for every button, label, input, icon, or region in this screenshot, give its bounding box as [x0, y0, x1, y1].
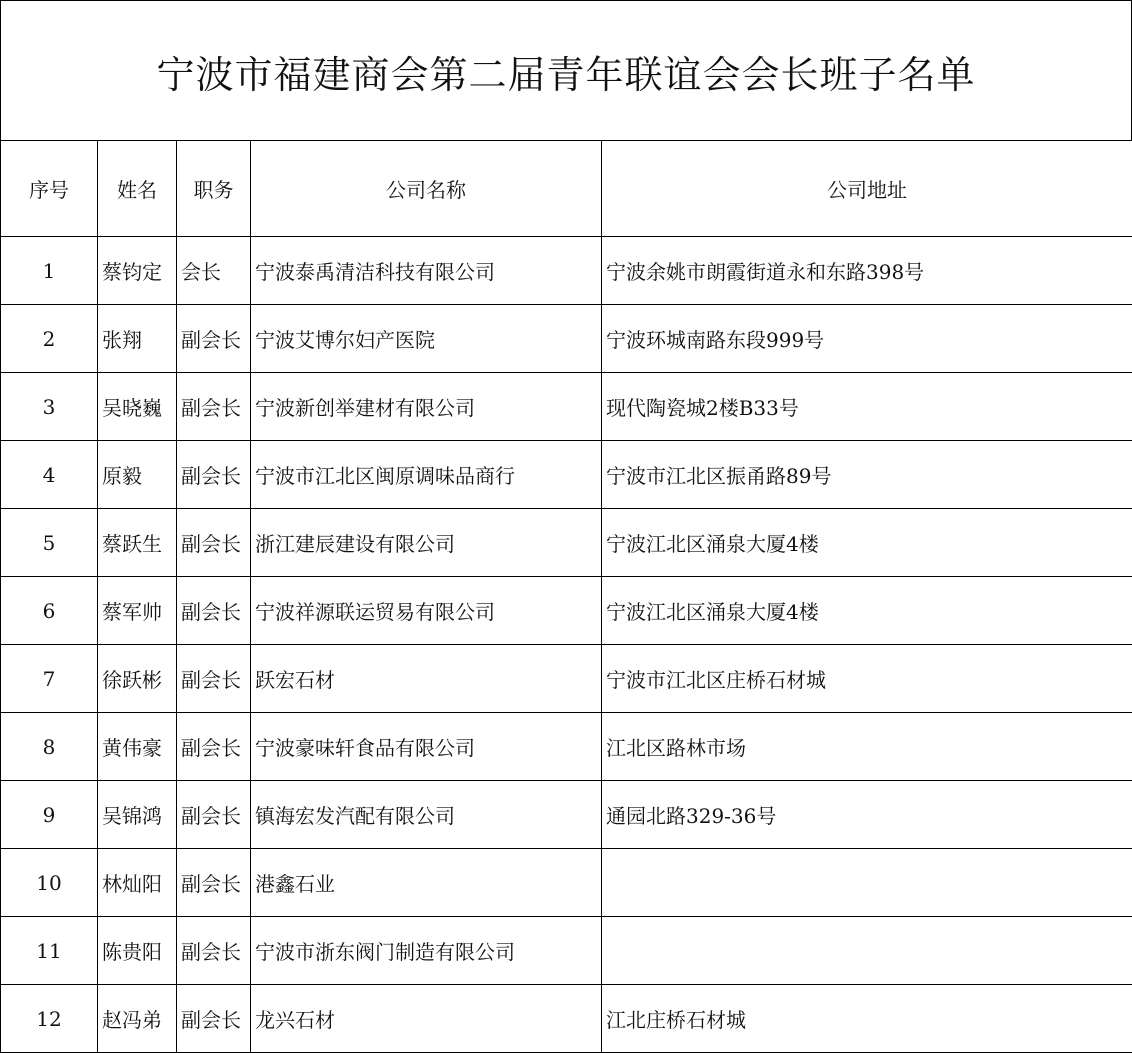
- cell-name: 吴锦鸿: [98, 781, 177, 849]
- cell-company: 浙江建辰建设有限公司: [251, 509, 602, 577]
- cell-position: 副会长: [177, 985, 251, 1053]
- table-row: [1, 713, 1132, 781]
- cell-no: 5: [1, 509, 98, 577]
- cell-position: 副会长: [177, 849, 251, 917]
- cell-position: 副会长: [177, 645, 251, 713]
- cell-address: [602, 917, 1132, 985]
- cell-name: 赵冯弟: [98, 985, 177, 1053]
- header-address: 公司地址: [602, 141, 1132, 237]
- cell-address: 江北庄桥石材城: [602, 985, 1132, 1053]
- cell-position: 副会长: [177, 509, 251, 577]
- cell-address: 现代陶瓷城2楼B33号: [602, 373, 1132, 441]
- table-header: [1, 141, 1132, 237]
- title-cell: [0, 0, 1132, 141]
- cell-position: 副会长: [177, 917, 251, 985]
- cell-no: 10: [1, 849, 98, 917]
- table-row: [1, 237, 1132, 305]
- cell-address: 宁波环城南路东段999号: [602, 305, 1132, 373]
- header-row: [1, 141, 1132, 237]
- cell-position: 副会长: [177, 713, 251, 781]
- cell-position: 副会长: [177, 781, 251, 849]
- cell-position: 副会长: [177, 577, 251, 645]
- table-row: [1, 985, 1132, 1053]
- cell-name: 徐跃彬: [98, 645, 177, 713]
- cell-no: 8: [1, 713, 98, 781]
- cell-address: 宁波市江北区振甬路89号: [602, 441, 1132, 509]
- table-row: [1, 373, 1132, 441]
- cell-no: 12: [1, 985, 98, 1053]
- cell-company: 跃宏石材: [251, 645, 602, 713]
- cell-name: 林灿阳: [98, 849, 177, 917]
- cell-address: 宁波余姚市朗霞街道永和东路398号: [602, 237, 1132, 305]
- table-row: [1, 849, 1132, 917]
- table-row: [1, 917, 1132, 985]
- cell-address: 宁波市江北区庄桥石材城: [602, 645, 1132, 713]
- cell-position: 副会长: [177, 305, 251, 373]
- cell-no: 11: [1, 917, 98, 985]
- roster-table: [0, 140, 1132, 1053]
- table-body: [1, 237, 1132, 1053]
- cell-company: 宁波豪味轩食品有限公司: [251, 713, 602, 781]
- cell-company: 宁波新创举建材有限公司: [251, 373, 602, 441]
- cell-name: 吴晓巍: [98, 373, 177, 441]
- cell-address: 宁波江北区涌泉大厦4楼: [602, 509, 1132, 577]
- table-row: [1, 441, 1132, 509]
- cell-name: 陈贵阳: [98, 917, 177, 985]
- table-row: [1, 577, 1132, 645]
- header-no: 序号: [1, 141, 98, 237]
- cell-position: 会长: [177, 237, 251, 305]
- cell-address: [602, 849, 1132, 917]
- cell-company: 龙兴石材: [251, 985, 602, 1053]
- table-row: [1, 645, 1132, 713]
- cell-name: 蔡跃生: [98, 509, 177, 577]
- table-row: [1, 305, 1132, 373]
- cell-company: 宁波艾博尔妇产医院: [251, 305, 602, 373]
- cell-position: 副会长: [177, 373, 251, 441]
- cell-company: 宁波祥源联运贸易有限公司: [251, 577, 602, 645]
- header-company: 公司名称: [251, 141, 602, 237]
- cell-address: 江北区路林市场: [602, 713, 1132, 781]
- cell-name: 蔡钧定: [98, 237, 177, 305]
- cell-company: 宁波市浙东阀门制造有限公司: [251, 917, 602, 985]
- cell-position: 副会长: [177, 441, 251, 509]
- cell-address: 宁波江北区涌泉大厦4楼: [602, 577, 1132, 645]
- cell-company: 港鑫石业: [251, 849, 602, 917]
- cell-no: 6: [1, 577, 98, 645]
- cell-no: 3: [1, 373, 98, 441]
- cell-no: 2: [1, 305, 98, 373]
- cell-name: 黄伟豪: [98, 713, 177, 781]
- cell-name: 原毅: [98, 441, 177, 509]
- cell-no: 9: [1, 781, 98, 849]
- cell-company: 镇海宏发汽配有限公司: [251, 781, 602, 849]
- cell-name: 蔡军帅: [98, 577, 177, 645]
- cell-no: 7: [1, 645, 98, 713]
- cell-address: 通园北路329-36号: [602, 781, 1132, 849]
- cell-company: 宁波市江北区闽原调味品商行: [251, 441, 602, 509]
- cell-no: 1: [1, 237, 98, 305]
- table-row: [1, 781, 1132, 849]
- cell-name: 张翔: [98, 305, 177, 373]
- header-position: 职务: [177, 141, 251, 237]
- document-title: 宁波市福建商会第二届青年联谊会会长班子名单: [156, 52, 976, 97]
- header-name: 姓名: [98, 141, 177, 237]
- table-row: [1, 509, 1132, 577]
- cell-no: 4: [1, 441, 98, 509]
- cell-company: 宁波泰禹清洁科技有限公司: [251, 237, 602, 305]
